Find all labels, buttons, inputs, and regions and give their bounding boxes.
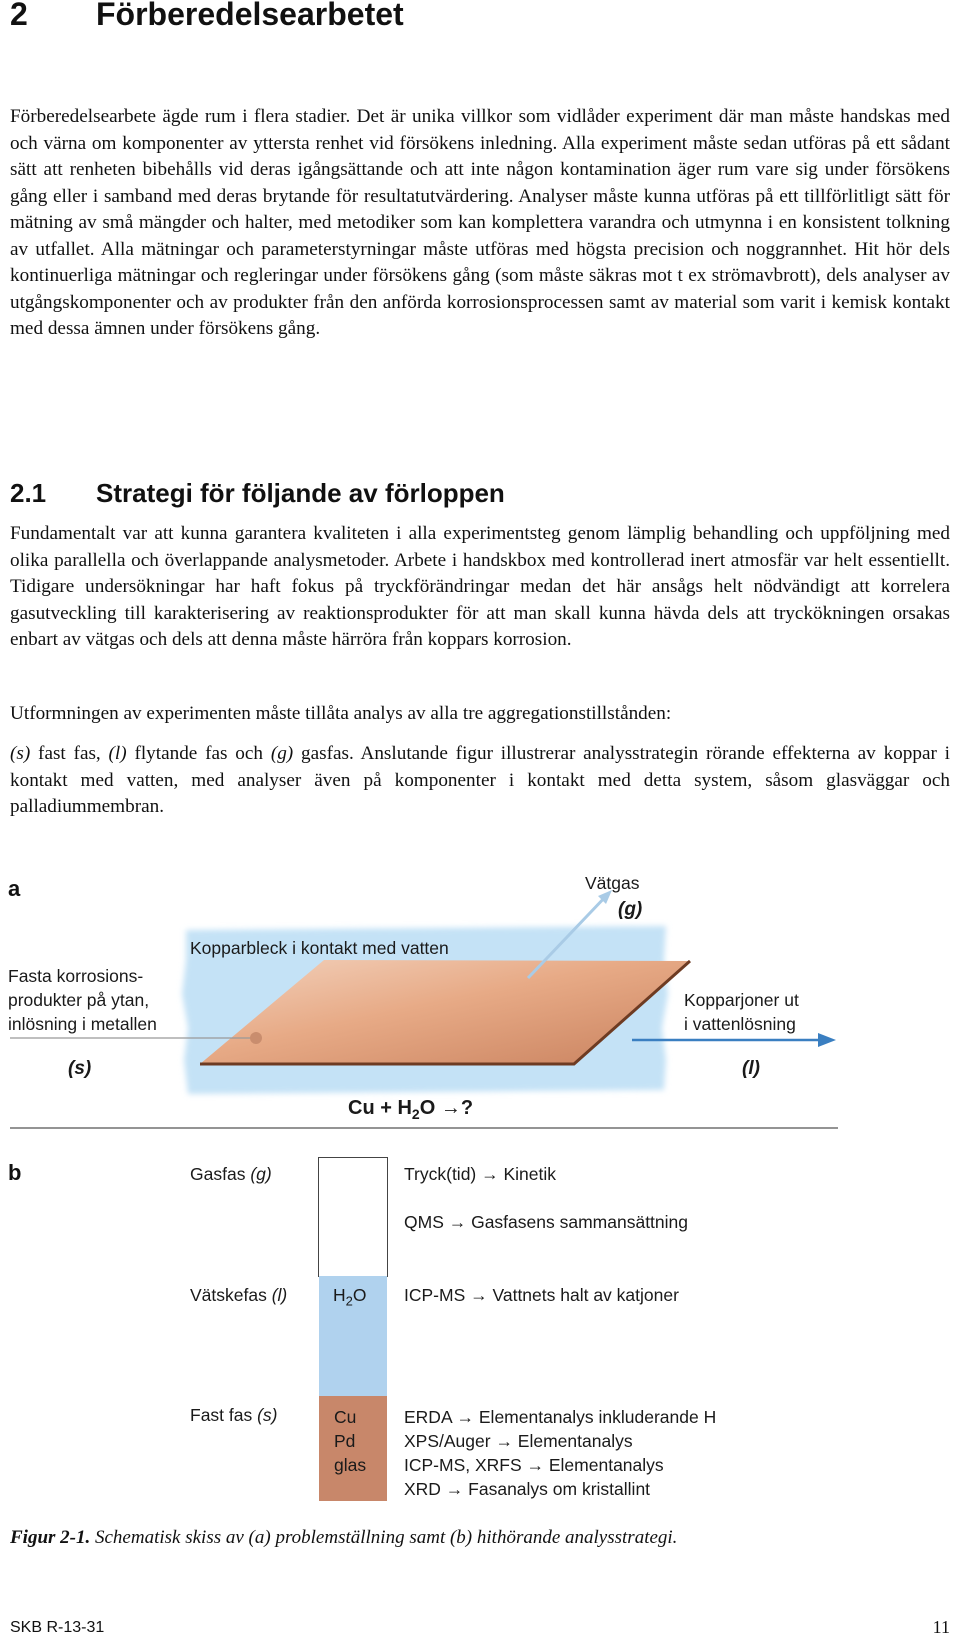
section-text-1: Fundamentalt var att kunna garantera kvaliteten i alla experimentsteg genom lämplig behandling och uppföljning med olika parallella och överlappande analysmetoder. Arbete i handskbox med kontrollerad inert atmosfär var helt essentiellt. Tidigare undersökningar har haft fokus på tryckförändringar medan det här ansågs helt nödvändigt att korrelera gasutveckling till karakterisering av reaktionsprodukter för att man skall kunna hävda dels att tryckökningen orsakas enbart av vätgas och dels att denna måste härröra från koppars korrosion. (10, 523, 950, 650)
section-title: Strategi för följande av förloppen (96, 478, 505, 508)
gas-analysis-1: Tryck(tid) → Kinetik (404, 1164, 557, 1184)
water-formula (333, 1285, 367, 1309)
solid-phase-label (190, 1405, 278, 1426)
solid-box-materials (334, 1405, 366, 1477)
chapter-heading (10, 0, 404, 33)
formula-subscript: 2 (345, 1293, 353, 1309)
chapter-number: 2 (10, 0, 28, 32)
footer-report-id: SKB R-13-31 (10, 1619, 105, 1636)
solid-analysis: XRD → Fasanalys om kristallint (404, 1479, 651, 1499)
gas-phase-label (190, 1164, 272, 1185)
phase-symbol: (g) (250, 1164, 272, 1184)
intro-paragraph (10, 104, 950, 343)
section-number: 2.1 (10, 478, 47, 508)
panel-b-letter: b (8, 1160, 22, 1185)
phase-name: Vätskefas (190, 1285, 272, 1305)
reaction-part: ? (460, 1097, 474, 1119)
liquid-label-line: i vattenlösning (684, 1014, 796, 1034)
gas-symbol: (g) (618, 899, 643, 920)
gas-analysis-2: QMS → Gasfasens sammansättning (404, 1212, 688, 1232)
section-paragraph-3 (10, 741, 950, 821)
text-part: fast fas, (30, 743, 109, 764)
section-text-3 (10, 741, 950, 821)
solid-label-line: Fasta korrosions- (8, 966, 144, 986)
reaction-part: O (419, 1097, 441, 1119)
symbol-g: (g) (270, 743, 294, 764)
material-pd: Pd (334, 1431, 356, 1451)
reaction-equation (348, 1097, 473, 1122)
solid-label-line: produkter på ytan, (8, 990, 150, 1010)
phase-name: Fast fas (190, 1405, 258, 1425)
solid-analysis: ICP-MS, XRFS → Elementanalys (404, 1455, 664, 1475)
solid-label (8, 964, 157, 1036)
reaction-subscript: 2 (411, 1106, 420, 1122)
solid-symbol: (s) (68, 1058, 92, 1079)
sheet-label: Kopparbleck i kontakt med vatten (190, 938, 449, 958)
solid-analysis: ERDA → Elementanalys inkluderande H (404, 1407, 717, 1427)
symbol-s: (s) (10, 743, 31, 764)
section-heading (10, 478, 505, 509)
formula-part: O (352, 1285, 367, 1305)
phase-symbol: (s) (257, 1405, 278, 1425)
section-paragraph-2 (10, 701, 950, 728)
figure-caption (10, 1527, 677, 1549)
text-part: gasfas. Anslutande figur illustrerar analysstrategin rörande effekterna av koppar i kontakt med vatten, med analyser även på komponenter i kontakt med detta system, såsom glasväggar och palladiummembran. (10, 743, 950, 817)
intro-text: Förberedelsearbete ägde rum i flera stadier. Det är unika villkor som vidlåder experiment där man måste handskas med och värna om komponenter av yttersta renhet vid försökens inledning. Alla experiment måste sedan utföras på ett sådant sätt att renheten bibehålls vid deras igångsättande och att inte någon kontamination äger rum vare sig under försökens gång eller i samband med deras brytande för resultatutvärdering. Analyser måste kunna utföras på ett tillförlitligt sätt för mätning av små mängder och halter, med metodiker som kan komplettera varandra och utmynna i en konsistent tolkning av utfallet. Alla mätningar och parameterstyrningar måste utföras med högsta precision och noggrannhet. Hit hör dels kontinuerliga mätningar och regleringar under försökens gång (som måste säkras mot t ex strömavbrott), dels analyser av utgångskomponenter och av produkter från den anförda korrosionsprocessen samt av material som varit i kemisk kontakt med dessa ämnen under försökens gång. (10, 106, 950, 339)
phase-symbol: (l) (271, 1285, 288, 1305)
solid-analysis: XPS/Auger → Elementanalys (404, 1431, 633, 1451)
reaction-arrow: → (440, 1097, 461, 1119)
section-paragraph-1 (10, 521, 950, 654)
gas-phase-box (318, 1157, 388, 1277)
liquid-label-line: Kopparjoner ut (684, 990, 799, 1010)
footer-page-number: 11 (932, 1617, 950, 1637)
gas-label: Vätgas (585, 873, 640, 893)
formula-part: H (333, 1285, 346, 1305)
material-cu: Cu (334, 1407, 357, 1427)
section-text-2: Utformningen av experimenten måste tillåta analys av alla tre aggregationstillstånden: (10, 703, 672, 724)
symbol-l: (l) (108, 743, 127, 764)
liquid-analysis-1: ICP-MS → Vattnets halt av katjoner (404, 1285, 679, 1305)
phase-name: Gasfas (190, 1164, 251, 1184)
panel-a-letter: a (8, 876, 21, 901)
caption-label: Figur 2-1. (10, 1527, 91, 1548)
chapter-title: Förberedelsearbetet (96, 0, 404, 32)
material-glas: glas (334, 1455, 367, 1475)
solid-analyses (404, 1405, 716, 1501)
reaction-part: Cu + H (348, 1097, 412, 1119)
text-part: flytande fas och (126, 743, 271, 764)
solid-label-line: inlösning i metallen (8, 1014, 157, 1034)
liquid-phase-label (190, 1285, 287, 1306)
liquid-label (684, 988, 799, 1036)
liquid-symbol: (l) (742, 1058, 760, 1079)
liquid-arrowhead (818, 1033, 836, 1047)
caption-text: Schematisk skiss av (a) problemställning samt (b) hithörande analysstrategi. (90, 1527, 678, 1548)
solid-dot (250, 1032, 262, 1044)
